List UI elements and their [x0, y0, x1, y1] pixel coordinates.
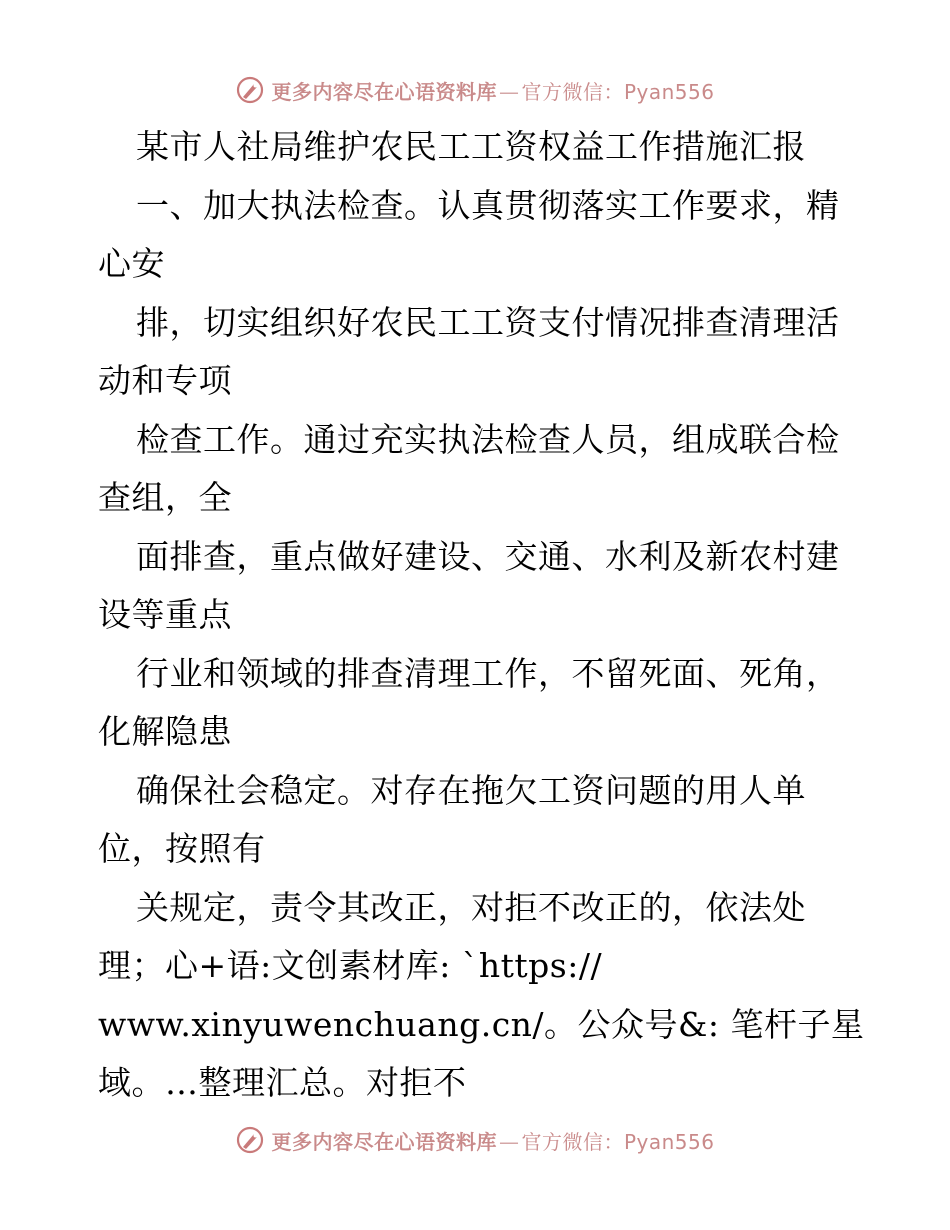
- pen-nib-circle-icon: [235, 1125, 265, 1155]
- paragraph-line: 一、加大执法检查。认真贯彻落实工作要求，精: [136, 185, 840, 225]
- paragraph-line: 设等重点: [98, 595, 232, 634]
- paragraph-line: 行业和领域的排查清理工作，不留死面、死角，: [136, 653, 840, 693]
- banner-main-text: 更多内容尽在心语资料库: [271, 79, 497, 104]
- banner-separator: —: [498, 79, 520, 104]
- footer-watermark-banner: [0, 1120, 950, 1160]
- banner-main-text: 更多内容尽在心语资料库: [271, 1129, 497, 1154]
- paragraph-line: 确保社会稳定。对存在拖欠工资问题的用人单: [136, 770, 806, 810]
- banner-text: [271, 76, 714, 105]
- paragraph-line: 查组，全: [98, 478, 232, 517]
- paragraph-line: 动和专项: [98, 361, 232, 400]
- banner-wechat-text: 官方微信：Pyan556: [521, 1129, 715, 1154]
- paragraph-line: 检查工作。通过充实执法检查人员，组成联合检: [136, 419, 840, 459]
- document-body: [98, 118, 865, 1113]
- paragraph-line: 化解隐患: [98, 712, 232, 751]
- banner-text: [271, 1126, 714, 1155]
- paragraph-line: 关规定，责令其改正，对拒不改正的，依法处: [136, 887, 806, 927]
- banner-wechat-text: 官方微信：Pyan556: [521, 79, 715, 104]
- paragraph-line: 理；心+语:文创素材库: `https://: [98, 946, 603, 985]
- header-watermark-banner: [0, 70, 950, 110]
- banner-separator: —: [498, 1129, 520, 1154]
- paragraph-line: 心安: [98, 244, 165, 283]
- paragraph-line: 域。…整理汇总。对拒不: [98, 1063, 467, 1102]
- paragraph-line: www.xinyuwenchuang.cn/。公众号&: 笔杆子星: [98, 1004, 865, 1044]
- pen-nib-circle-icon: [235, 75, 265, 105]
- paragraph-line: 面排查，重点做好建设、交通、水利及新农村建: [136, 536, 840, 576]
- paragraph-line: 位，按照有: [98, 829, 266, 868]
- document-title: 某市人社局维护农民工工资权益工作措施汇报: [136, 127, 806, 166]
- paragraph-line: 排，切实组织好农民工工资支付情况排查清理活: [136, 302, 840, 342]
